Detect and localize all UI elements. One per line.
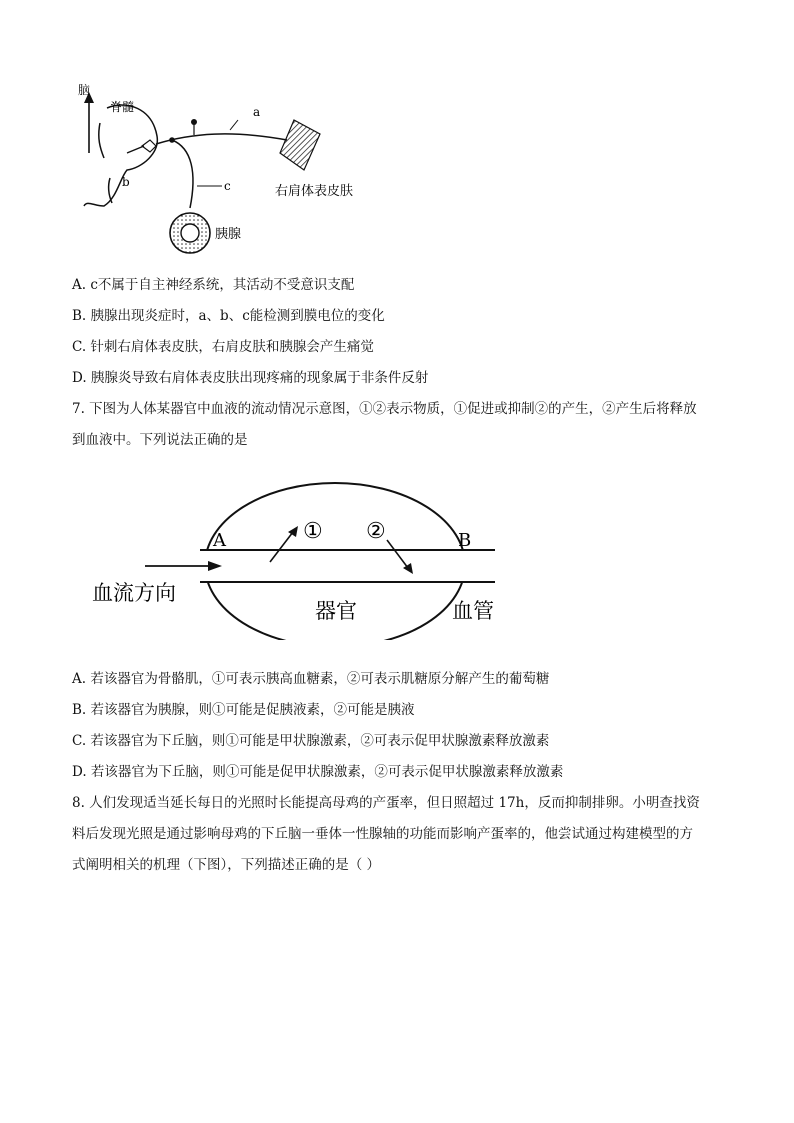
brain-label: 脑 xyxy=(78,83,91,97)
pancreas-label: 胰腺 xyxy=(215,227,242,242)
q7-option-a: A. 若该器官为骨骼肌，①可表示胰高血糖素，②可表示肌糖原分解产生的葡萄糖 xyxy=(72,671,550,687)
synapse xyxy=(142,140,156,152)
organ-label: 器官 xyxy=(315,599,357,623)
q7-option-d: D. 若该器官为下丘脑，则①可能是促甲状腺激素，②可表示促甲状腺激素释放激素 xyxy=(72,764,564,780)
spinal-cord-outline xyxy=(84,105,157,206)
skin-label: 右肩体表皮肤 xyxy=(275,184,354,199)
neuron-c xyxy=(172,140,193,208)
q6-option-b: B. 胰腺出现炎症时，a、b、c能检测到膜电位的变化 xyxy=(72,308,385,324)
q8-stem-line1: 8. 人们发现适当延长每日的光照时长能提高母鸡的产蛋率，但日照超过 17h，反而抑制排卵。小明查找资 xyxy=(72,795,700,811)
label-b: b xyxy=(122,175,130,189)
q7-stem-line1: 7. 下图为人体某器官中血液的流动情况示意图，①②表示物质，①促进或抑制②的产生，②产生后将释放 xyxy=(72,401,697,417)
pancreas-inner xyxy=(181,224,199,242)
blood-flow-figure xyxy=(90,480,510,640)
label-B: B xyxy=(458,530,472,551)
mark-2: ② xyxy=(366,519,386,544)
vessel-label: 血管 xyxy=(452,599,494,623)
q8-stem-line2: 料后发现光照是通过影响母鸡的下丘脑一垂体一性腺轴的功能而影响产蛋率的，他尝试通过构建模型的方 xyxy=(72,826,693,842)
skin-patch xyxy=(280,120,320,170)
label-A: A xyxy=(213,530,226,551)
q7-option-c: C. 若该器官为下丘脑，则①可能是甲状腺激素，②可表示促甲状腺激素释放激素 xyxy=(72,733,550,749)
q6-option-a: A. c不属于自主神经系统，其活动不受意识支配 xyxy=(72,277,355,293)
reflex-arc-figure xyxy=(72,78,392,258)
q7-stem-line2: 到血液中。下列说法正确的是 xyxy=(72,432,248,448)
q8-stem-line3: 式阐明相关的机理（下图），下列描述正确的是（ ） xyxy=(72,857,381,873)
label-a: a xyxy=(253,105,261,119)
spinal-cord-label: 脊髓 xyxy=(110,100,135,114)
mark-1: ① xyxy=(303,519,323,544)
spinal-cord-inner xyxy=(99,123,104,158)
q6-option-d: D. 胰腺炎导致右肩体表皮肤出现疼痛的现象属于非条件反射 xyxy=(72,370,429,386)
flow-label: 血流方向 xyxy=(92,581,176,605)
q6-option-c: C. 针刺右肩体表皮肤，右肩皮肤和胰腺会产生痛觉 xyxy=(72,339,374,355)
q7-option-b: B. 若该器官为胰腺，则①可能是促胰液素，②可能是胰液 xyxy=(72,702,415,718)
label-c: c xyxy=(224,179,231,193)
